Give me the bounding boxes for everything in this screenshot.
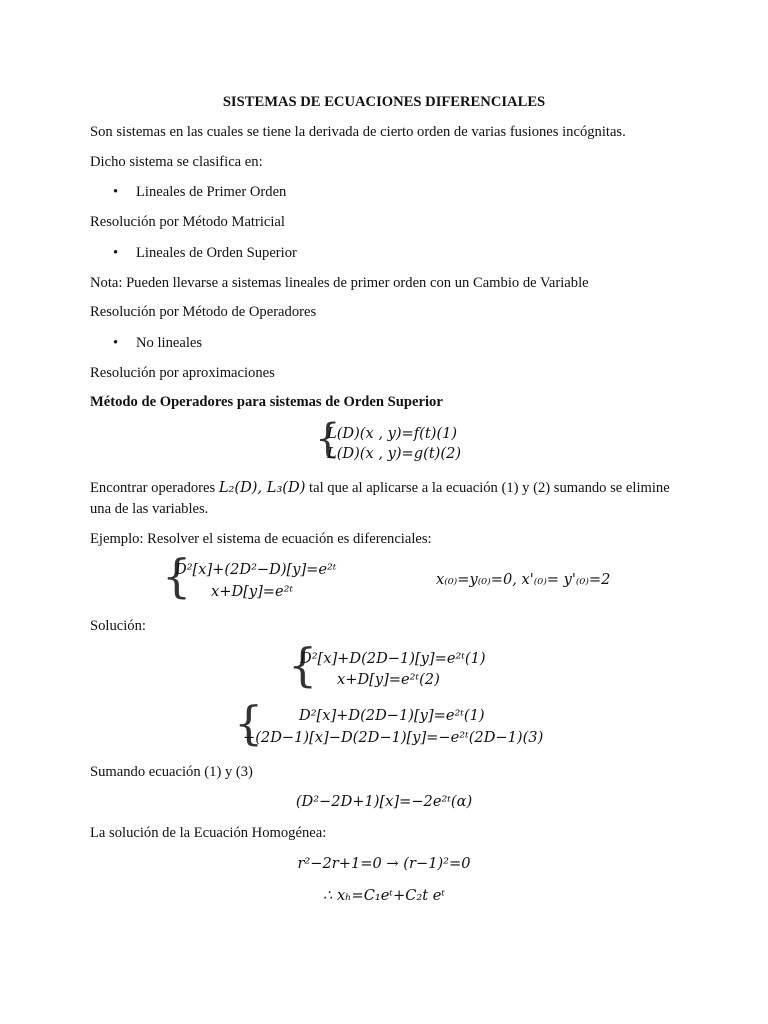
left-brace: { [288, 638, 318, 692]
note-paragraph: Nota: Pueden llevarse a sistemas lineales de primer orden con un Cambio de Variable [90, 275, 589, 291]
bullet-icon: • [113, 184, 119, 200]
initial-conditions: x₍₀₎=y₍₀₎=0, x'₍₀₎= y'₍₀₎=2 [436, 571, 611, 588]
operators-paragraph [90, 481, 670, 496]
bullet-icon: • [113, 245, 119, 261]
equation-line: −(2D−1)[x]−D(2D−1)[y]=−e²ᵗ(2D−1)(3) [243, 729, 544, 746]
equation-line: L(D)(x , y)=g(t)(2) [327, 445, 462, 462]
bullet-label: Lineales de Primer Orden [136, 184, 287, 200]
section-heading: Método de Operadores para sistemas de Orden Superior [90, 394, 443, 410]
bullet-item [113, 246, 297, 261]
equation-line: D²[x]+D(2D−1)[y]=e²ᵗ(1) [299, 707, 485, 724]
left-brace: { [162, 549, 192, 603]
solution-label: Solución: [90, 618, 146, 634]
summing-paragraph: Sumando ecuación (1) y (3) [90, 764, 253, 780]
characteristic-equation: r²−2r+1=0 → (r−1)²=0 [297, 855, 471, 872]
bullet-item [113, 185, 286, 200]
bullet-label: Lineales de Orden Superior [136, 245, 297, 261]
intro-paragraph: Son sistemas en las cuales se tiene la derivada de cierto orden de varias fusiones incógnitas. [90, 124, 626, 140]
left-brace: { [234, 696, 264, 750]
left-brace: { [315, 416, 341, 462]
resolution-paragraph: Resolución por aproximaciones [90, 365, 275, 381]
homogeneous-paragraph: La solución de la Ecuación Homogénea: [90, 825, 327, 841]
bullet-icon: • [113, 335, 119, 351]
resolution-paragraph: Resolución por Método Matricial [90, 214, 285, 230]
operators-text-suffix: tal que al aplicarse a la ecuación (1) y (2) sumando se elimine [305, 480, 670, 496]
equation-line: D²[x]+(2D²−D)[y]=e²ᵗ [175, 561, 337, 578]
operators-math: L₂(D), L₃(D) [218, 479, 306, 496]
equation-line: x+D[y]=e²ᵗ(2) [337, 671, 440, 688]
homogeneous-solution: ∴ xₕ=C₁eᵗ+C₂t eᵗ [323, 887, 445, 904]
bullet-item [113, 336, 202, 351]
document-title: SISTEMAS DE ECUACIONES DIFERENCIALES [222, 94, 546, 110]
bullet-label: No lineales [136, 335, 203, 351]
equation-line: L(D)(x , y)=f(t)(1) [327, 425, 458, 442]
example-paragraph: Ejemplo: Resolver el sistema de ecuación es diferenciales: [90, 531, 432, 547]
equation-line: D²[x]+D(2D−1)[y]=e²ᵗ(1) [300, 650, 486, 667]
equation-line: x+D[y]=e²ᵗ [211, 583, 294, 600]
operators-paragraph-line2: una de las variables. [90, 501, 209, 517]
resolution-paragraph: Resolución por Método de Operadores [90, 304, 317, 320]
alpha-equation: (D²−2D+1)[x]=−2e²ᵗ(α) [295, 793, 473, 810]
classify-paragraph: Dicho sistema se clasifica en: [90, 154, 263, 170]
operators-text: Encontrar operadores [90, 480, 219, 496]
